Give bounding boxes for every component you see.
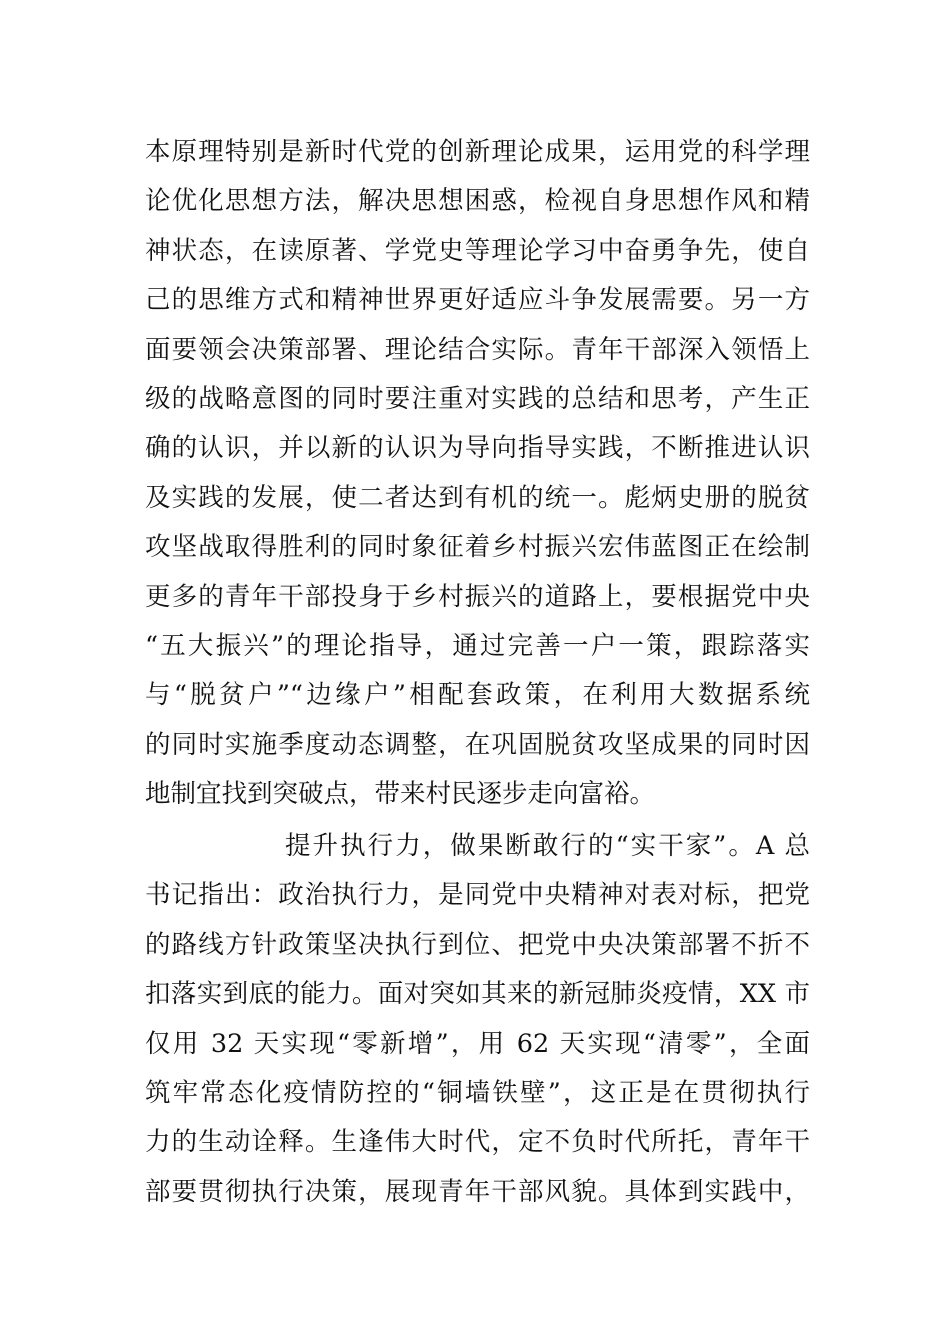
text-line: 级的战略意图的同时要注重对实践的总结和思考，产生正	[145, 383, 810, 414]
text-line: 论优化思想方法，解决思想困惑，检视自身思想作风和精	[145, 186, 810, 217]
text-line: 更多的青年干部投身于乡村振兴的道路上，要根据党中央	[145, 581, 810, 612]
text-line: 力的生动诠释。生逢伟大时代，定不负时代所托，青年干	[145, 1127, 810, 1158]
text-line: “五大振兴”的理论指导，通过完善一户一策，跟踪落实	[145, 630, 810, 661]
text-line: 面要领会决策部署、理论结合实际。青年干部深入领悟上	[145, 334, 810, 365]
paragraph-1	[145, 128, 810, 819]
text-line: 的路线方针政策坚决执行到位、把党中央决策部署不折不	[145, 929, 810, 960]
text-line: 扣落实到底的能力。面对突如其来的新冠肺炎疫情，XX 市	[145, 979, 810, 1010]
text-line: 仅用 32 天实现“零新增”，用 62 天实现“清零”，全面	[145, 1028, 810, 1059]
paragraph-2	[145, 822, 810, 1217]
text-line: 及实践的发展，使二者达到有机的统一。彪炳史册的脱贫	[145, 482, 810, 513]
text-line: 部要贯彻执行决策，展现青年干部风貌。具体到实践中，	[145, 1176, 810, 1207]
text-line: 与“脱贫户”“边缘户”相配套政策，在利用大数据系统	[145, 680, 810, 711]
text-line: 本原理特别是新时代党的创新理论成果，运用党的科学理	[145, 137, 810, 167]
text-line: 己的思维方式和精神世界更好适应斗争发展需要。另一方	[145, 285, 810, 316]
text-line: 地制宜找到突破点，带来村民逐步走向富裕。	[145, 779, 656, 810]
text-line: 攻坚战取得胜利的同时象征着乡村振兴宏伟蓝图正在绘制	[145, 532, 810, 563]
text-line: 神状态，在读原著、学党史等理论学习中奋勇争先，使自	[145, 235, 810, 266]
text-line: 确的认识，并以新的认识为导向指导实践，不断推进认识	[145, 433, 810, 464]
text-line: 的同时实施季度动态调整，在巩固脱贫攻坚成果的同时因	[145, 729, 810, 760]
text-line: 提升执行力，做果断敢行的“实干家”。A 总	[285, 831, 810, 861]
text-line: 筑牢常态化疫情防控的“铜墙铁壁”，这正是在贯彻执行	[145, 1077, 810, 1108]
text-line: 书记指出：政治执行力，是同党中央精神对表对标，把党	[145, 880, 810, 911]
